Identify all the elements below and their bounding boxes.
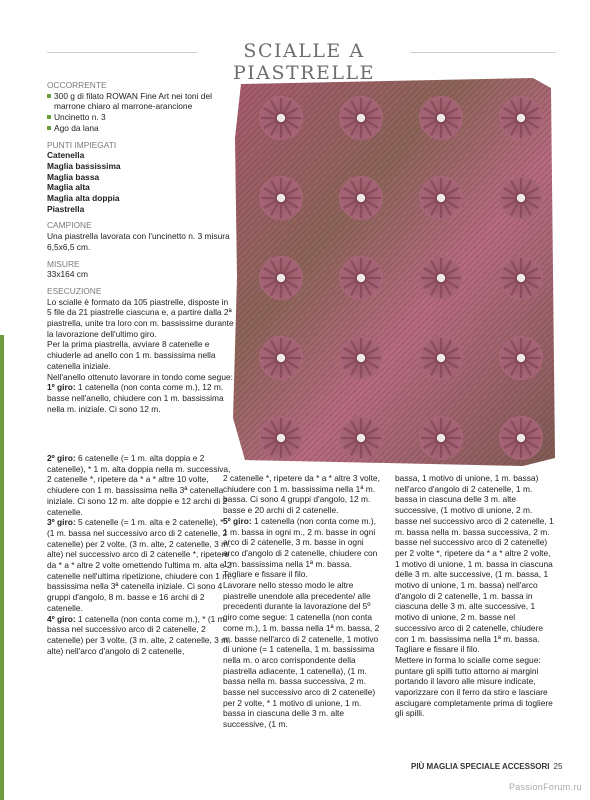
shawl-photo (233, 78, 555, 466)
watermark: PassionForum.ru (508, 782, 582, 792)
instructions-column-2 (223, 473, 381, 730)
round-1: 1º giro: 1 catenella (non conta come m.), 12 m. basse nell'anello, chiudere con 1 m. bassissima nella m. iniziale. Ci sono 12 m. (47, 382, 224, 414)
page-footer (411, 762, 562, 771)
esecuzione-paragraph: Nell'anello ottenuto lavorare in tondo come segue: (47, 371, 233, 382)
campione-heading: CAMPIONE (47, 220, 92, 231)
instructions-column-1 (47, 453, 233, 656)
occorrente-heading: OCCORRENTE (47, 80, 107, 90)
materials-column (47, 80, 235, 414)
stitch-item: Catenella (47, 150, 85, 161)
title-rule-right (410, 52, 556, 53)
joining-instructions: Lavorare nello stesso modo le altre piastrelle unendole alla precedente/ alle precedenti durante la lavorazione del 5º giro come segue: 1 catenella (non conta come m.), 1 m. bassa nella 1ª m. bassa, 2 m. basse nell'arco di 2 catenelle, 1 motivo di unione (= 1 catenella, 1 m. bassissima nella m. o arco corrispondente della piastrella adiacente, 1 catenella), (1 m. bassa nella m. bassa successiva, 2 m. basse nel successivo arco di 2 catenelle) per 2 volte, * 1 motivo di unione, 1 m. bassa in ciascuna delle 3 m. alte successive, (1 m. (223, 580, 380, 730)
esecuzione-paragraph: Per la prima piastrella, avviare 8 catenelle e chiuderle ad anello con 1 m. bassissima nella catenella iniziale. (47, 339, 216, 371)
campione-text: Una piastrella lavorata con l'uncinetto n. 3 misura 6,5x6,5 cm. (47, 231, 230, 252)
round-2: 2º giro: 6 catenelle (= 1 m. alta doppia e 2 catenelle), * 1 m. alta doppia nella m. successiva, 2 catenelle *, ripetere da * a * altre 10 volte, chiudere con 1 m. bassissima nella 3ª catenella iniziale. Ci sono 12 m. alte doppie e 12 archi di 2 catenelle. (47, 453, 231, 517)
bullet-square-icon (47, 126, 51, 130)
materials-item: Uncinetto n. 3 (47, 112, 235, 123)
misure-text: 33x164 cm (47, 269, 88, 280)
misure-heading: MISURE (47, 258, 80, 269)
materials-item: Ago da lana (47, 123, 235, 134)
esecuzione-intro: Lo scialle è formato da 105 piastrelle, disposte in 5 file da 21 piastrelle ciascuna e, a partire dalla 2ª piastrella, unite tra loro con m. bassissime durante la lavorazione dell'ultimo giro. (47, 296, 234, 339)
page-number: 25 (553, 762, 563, 771)
green-accent-bar (0, 335, 4, 800)
instructions-column-3 (395, 473, 555, 719)
round-3: 3º giro: 5 catenelle (= 1 m. alta e 2 catenelle), * (1 m. bassa nel successivo arco di 2 catenelle, 2 catenelle) per 2 volte, (3 m. alte, 2 catenelle, 3 m. alte) nel successivo arco di 2 catenelle *, ripetere da * a * altre 2 volte omettendo l'ultima m. alta e 2 catenelle nell'ultima ripetizione, chiudere con 1 m. bassissima nella 3ª catenella iniziale. Ci sono 4 gruppi d'angolo, 8 m. basse e 16 archi di 2 catenelle. (47, 517, 232, 613)
materials-item: 300 g di filato ROWAN Fine Art nei toni del marrone chiaro al marrone-arancione (47, 91, 235, 112)
round-4: 4º giro: 1 catenella (non conta come m.), * (1 m. bassa nel successivo arco di 2 catenelle, 2 catenelle) per 3 volte, (3 m. alte, 2 catenelle, 3 m. alte) nell'arco d'angolo di 2 catenelle, (47, 613, 231, 656)
stitch-item: Maglia bassa (47, 171, 100, 182)
stitch-item: Maglia alta doppia (47, 193, 120, 204)
magazine-name: PIÙ MAGLIA SPECIALE ACCESSORI (411, 762, 550, 771)
page-title: SCIALLE A PIASTRELLE (233, 40, 375, 84)
esecuzione-heading: ESECUZIONE (47, 285, 102, 296)
stitch-item: Piastrella (47, 203, 85, 214)
blocking-instructions: Mettere in forma lo scialle come segue: puntare gli spilli tutto attorno ai margini portando il lavoro alle misure indicate, vaporizzare con il ferro da stiro e lasciare asciugare completamente prima di togliere gli spilli. (395, 654, 553, 719)
stitch-item: Maglia alta (47, 182, 90, 193)
punti-heading: PUNTI IMPIEGATI (47, 139, 117, 150)
title-rule-left (47, 52, 197, 53)
stitch-item: Maglia bassissima (47, 160, 121, 171)
bullet-square-icon (47, 115, 51, 119)
round-5: 5º giro: 1 catenella (non conta come m.), 1 m. bassa in ogni m., 2 m. basse in ogni arco di 2 catenelle, 3 m. basse in ogni arco d'angolo di 2 catenelle, chiudere con 1 m. bassissima nella 1ª m. bassa. Tagliare e fissare il filo. (223, 515, 378, 580)
round-4-continued: 2 catenelle *, ripetere da * a * altre 3 volte, chiudere con 1 m. bassissima nella 1ª m. bassa. Ci sono 4 gruppi d'angolo, 12 m. basse e 20 archi di 2 catenelle. (223, 473, 380, 516)
bullet-square-icon (47, 94, 51, 98)
joining-continued: bassa, 1 motivo di unione, 1 m. bassa) nell'arco d'angolo di 2 catenelle, 1 m. bassa in ciascuna delle 3 m. alte successive, (1 motivo di unione, 2 m. basse nel successivo arco di 2 catenelle, 1 m. bassa nella m. bassa successiva, 2 m. basse nel successivo arco di 2 catenelle) per 2 volte *, ripetere da * a * altre 2 volte, 1 motivo di unione, 1 m. bassa in ciascuna delle 3 m. alte successive, (1 m. bassa, 1 motivo di unione, 1 m. bassa) nell'arco d'angolo di 2 catenelle, 1 m. bassa in ciascuna delle 3 m. alte successive, 1 motivo di unione, 2 m. basse nel successivo arco di 2 catenelle, chiudere con 1 m. bassissima nella 1ª m. bassa. Tagliare e fissare il filo. (395, 473, 554, 655)
